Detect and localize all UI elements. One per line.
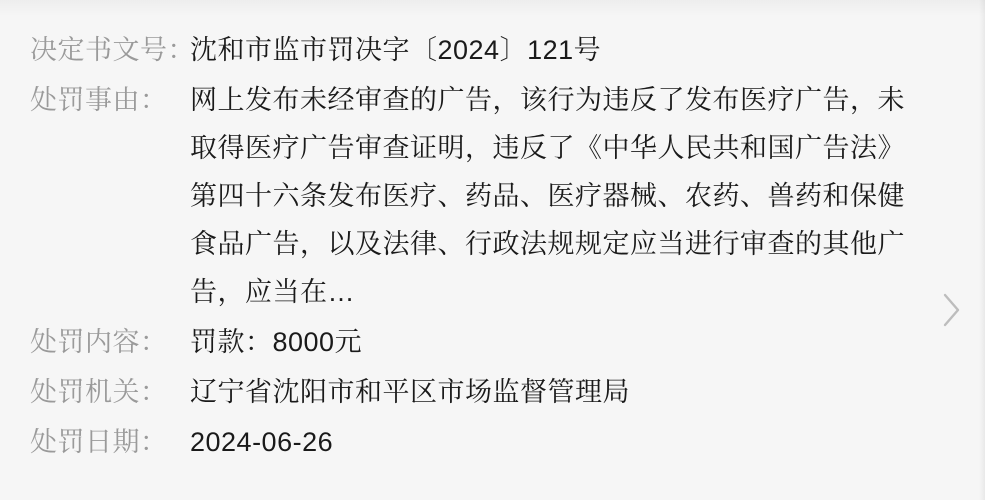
penalty-reason-value: 网上发布未经审查的广告，该行为违反了发布医疗广告，未取得医疗广告审查证明，违反了《中华人民共和国广告法》第四十六条发布医疗、药品、医疗器械、农药、兽药和保健食品广告，以及法律、行政法规规定应当进行审查的其他广告，应当在… (190, 85, 905, 307)
field-row-penalty-authority (30, 368, 930, 416)
penalty-authority-value: 辽宁省沈阳市和平区市场监督管理局 (190, 377, 630, 407)
field-row-penalty-reason[interactable] (30, 76, 930, 316)
field-row-decision-number (30, 26, 930, 74)
field-list (30, 26, 930, 466)
field-row-penalty-content (30, 318, 930, 366)
penalty-date-label: 处罚日期： (30, 427, 168, 457)
field-row-penalty-date (30, 418, 930, 466)
chevron-right-icon[interactable] (941, 292, 963, 328)
decision-number-label: 决定书文号： (30, 35, 195, 65)
decision-number-value: 沈和市监市罚决字〔2024〕121号 (190, 35, 602, 65)
penalty-content-label: 处罚内容： (30, 327, 168, 357)
penalty-reason-label: 处罚事由： (30, 85, 168, 115)
penalty-date-value: 2024-06-26 (190, 427, 334, 457)
penalty-content-value: 罚款：8000元 (190, 327, 363, 357)
penalty-authority-label: 处罚机关： (30, 377, 168, 407)
